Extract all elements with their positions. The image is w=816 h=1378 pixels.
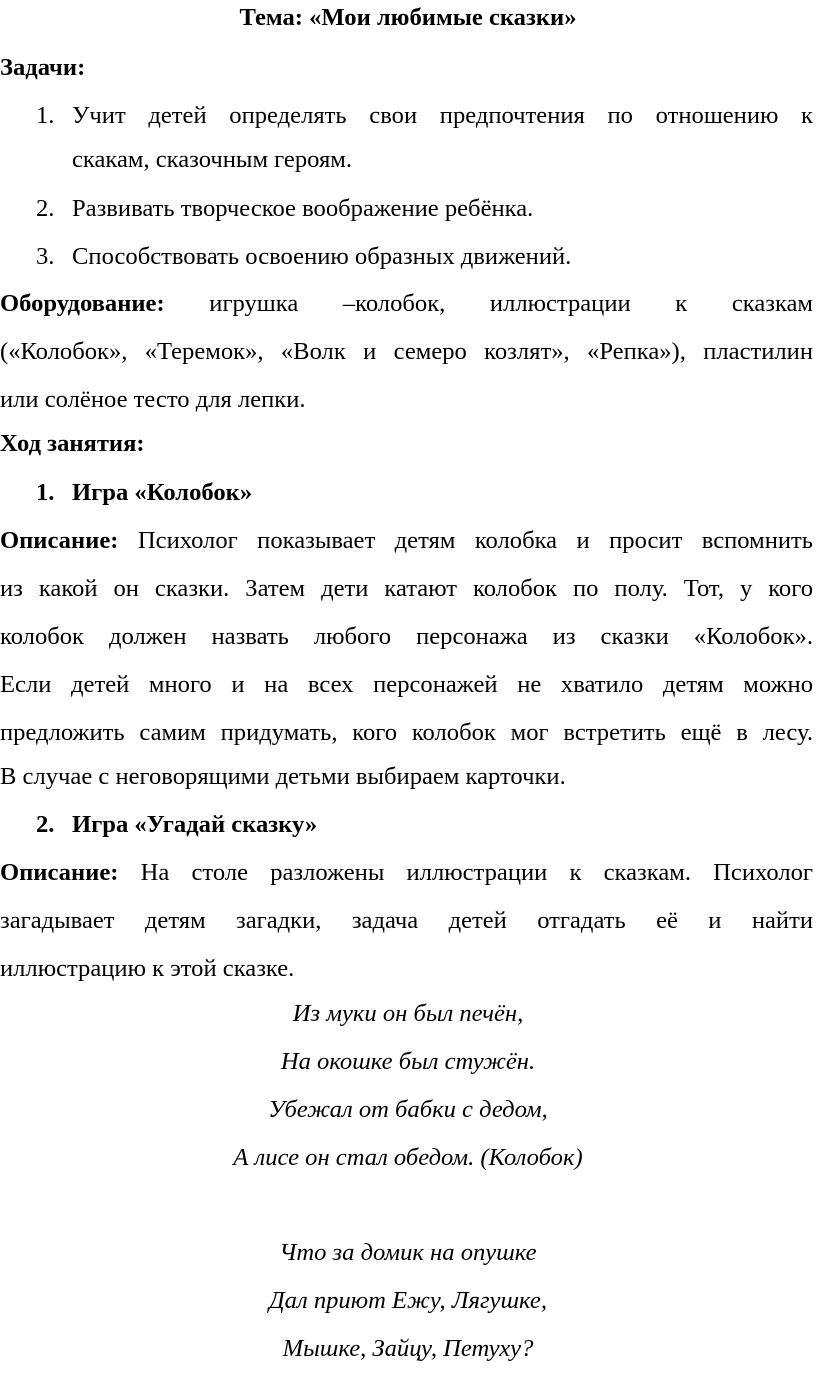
page-title: Тема: «Мои любимые сказки» xyxy=(239,4,577,31)
game-2-desc-label: Описание: xyxy=(0,859,119,886)
game-2-desc-text-1: На столе разложены иллюстрации к сказкам. Психолог xyxy=(140,859,813,886)
riddle-1-line-4: А лисе он стал обедом. (Колобок) xyxy=(233,1144,583,1171)
course-heading: Ход занятия: xyxy=(0,430,145,457)
equipment-text-1: игрушка –колобок, иллюстрации к сказкам xyxy=(209,290,813,317)
riddle-1-line-3: Убежал от бабки с дедом, xyxy=(268,1096,548,1123)
game-2-desc-line-1 xyxy=(0,858,813,888)
game-2-title: Игра «Угадай сказку» xyxy=(72,811,318,838)
game-2-number: 2. xyxy=(36,811,55,838)
equipment-line-2: («Колобок», «Теремок», «Волк и семеро козлят», «Репка»), пластилин xyxy=(0,338,813,365)
task-item-2: Развивать творческое воображение ребёнка. xyxy=(72,195,534,222)
task-number: 1. xyxy=(36,102,55,129)
game-2-desc-line-3: иллюстрацию к этой сказке. xyxy=(0,955,295,982)
tasks-heading: Задачи: xyxy=(0,54,86,81)
equipment-line-1 xyxy=(0,289,813,319)
task-item-1-line-1: Учит детей определять свои предпочтения по отношению к xyxy=(72,102,813,129)
game-2-desc-line-2: загадывает детям загадки, задача детей отгадать её и найти xyxy=(0,907,813,934)
game-1-desc-line-1 xyxy=(0,526,813,556)
riddle-2-line-1: Что за домик на опушке xyxy=(279,1239,537,1266)
task-number: 2. xyxy=(36,195,55,222)
riddle-2-line-3: Мышке, Зайцу, Петуху? xyxy=(282,1335,534,1362)
riddle-1-line-2: На окошке был стужён. xyxy=(280,1048,536,1075)
game-1-desc-line-6: В случае с неговорящими детьми выбираем карточки. xyxy=(0,763,566,790)
task-item-3: Способствовать освоению образных движений. xyxy=(72,243,572,270)
riddle-2-line-2: Дал приют Ежу, Лягушке, xyxy=(269,1287,547,1314)
game-1-desc-label: Описание: xyxy=(0,527,119,554)
equipment-label: Оборудование: xyxy=(0,290,165,317)
game-1-number: 1. xyxy=(36,479,55,506)
game-1-desc-line-3: колобок должен назвать любого персонажа из сказки «Колобок». xyxy=(0,623,813,650)
game-1-desc-line-5: предложить самим придумать, кого колобок мог встретить ещё в лесу. xyxy=(0,719,813,746)
task-number: 3. xyxy=(36,243,55,270)
game-1-desc-line-4: Если детей много и на всех персонажей не хватило детям можно xyxy=(0,671,813,698)
riddle-1-line-1: Из муки он был печён, xyxy=(292,1000,524,1027)
game-1-desc-text-1: Психолог показывает детям колобка и просит вспомнить xyxy=(137,527,813,554)
game-1-desc-line-2: из какой он сказки. Затем дети катают колобок по полу. Тот, у кого xyxy=(0,575,813,602)
task-item-1-line-2: скакам, сказочным героям. xyxy=(72,146,352,173)
game-1-title: Игра «Колобок» xyxy=(72,479,253,506)
equipment-line-3: или солёное тесто для лепки. xyxy=(0,386,306,413)
